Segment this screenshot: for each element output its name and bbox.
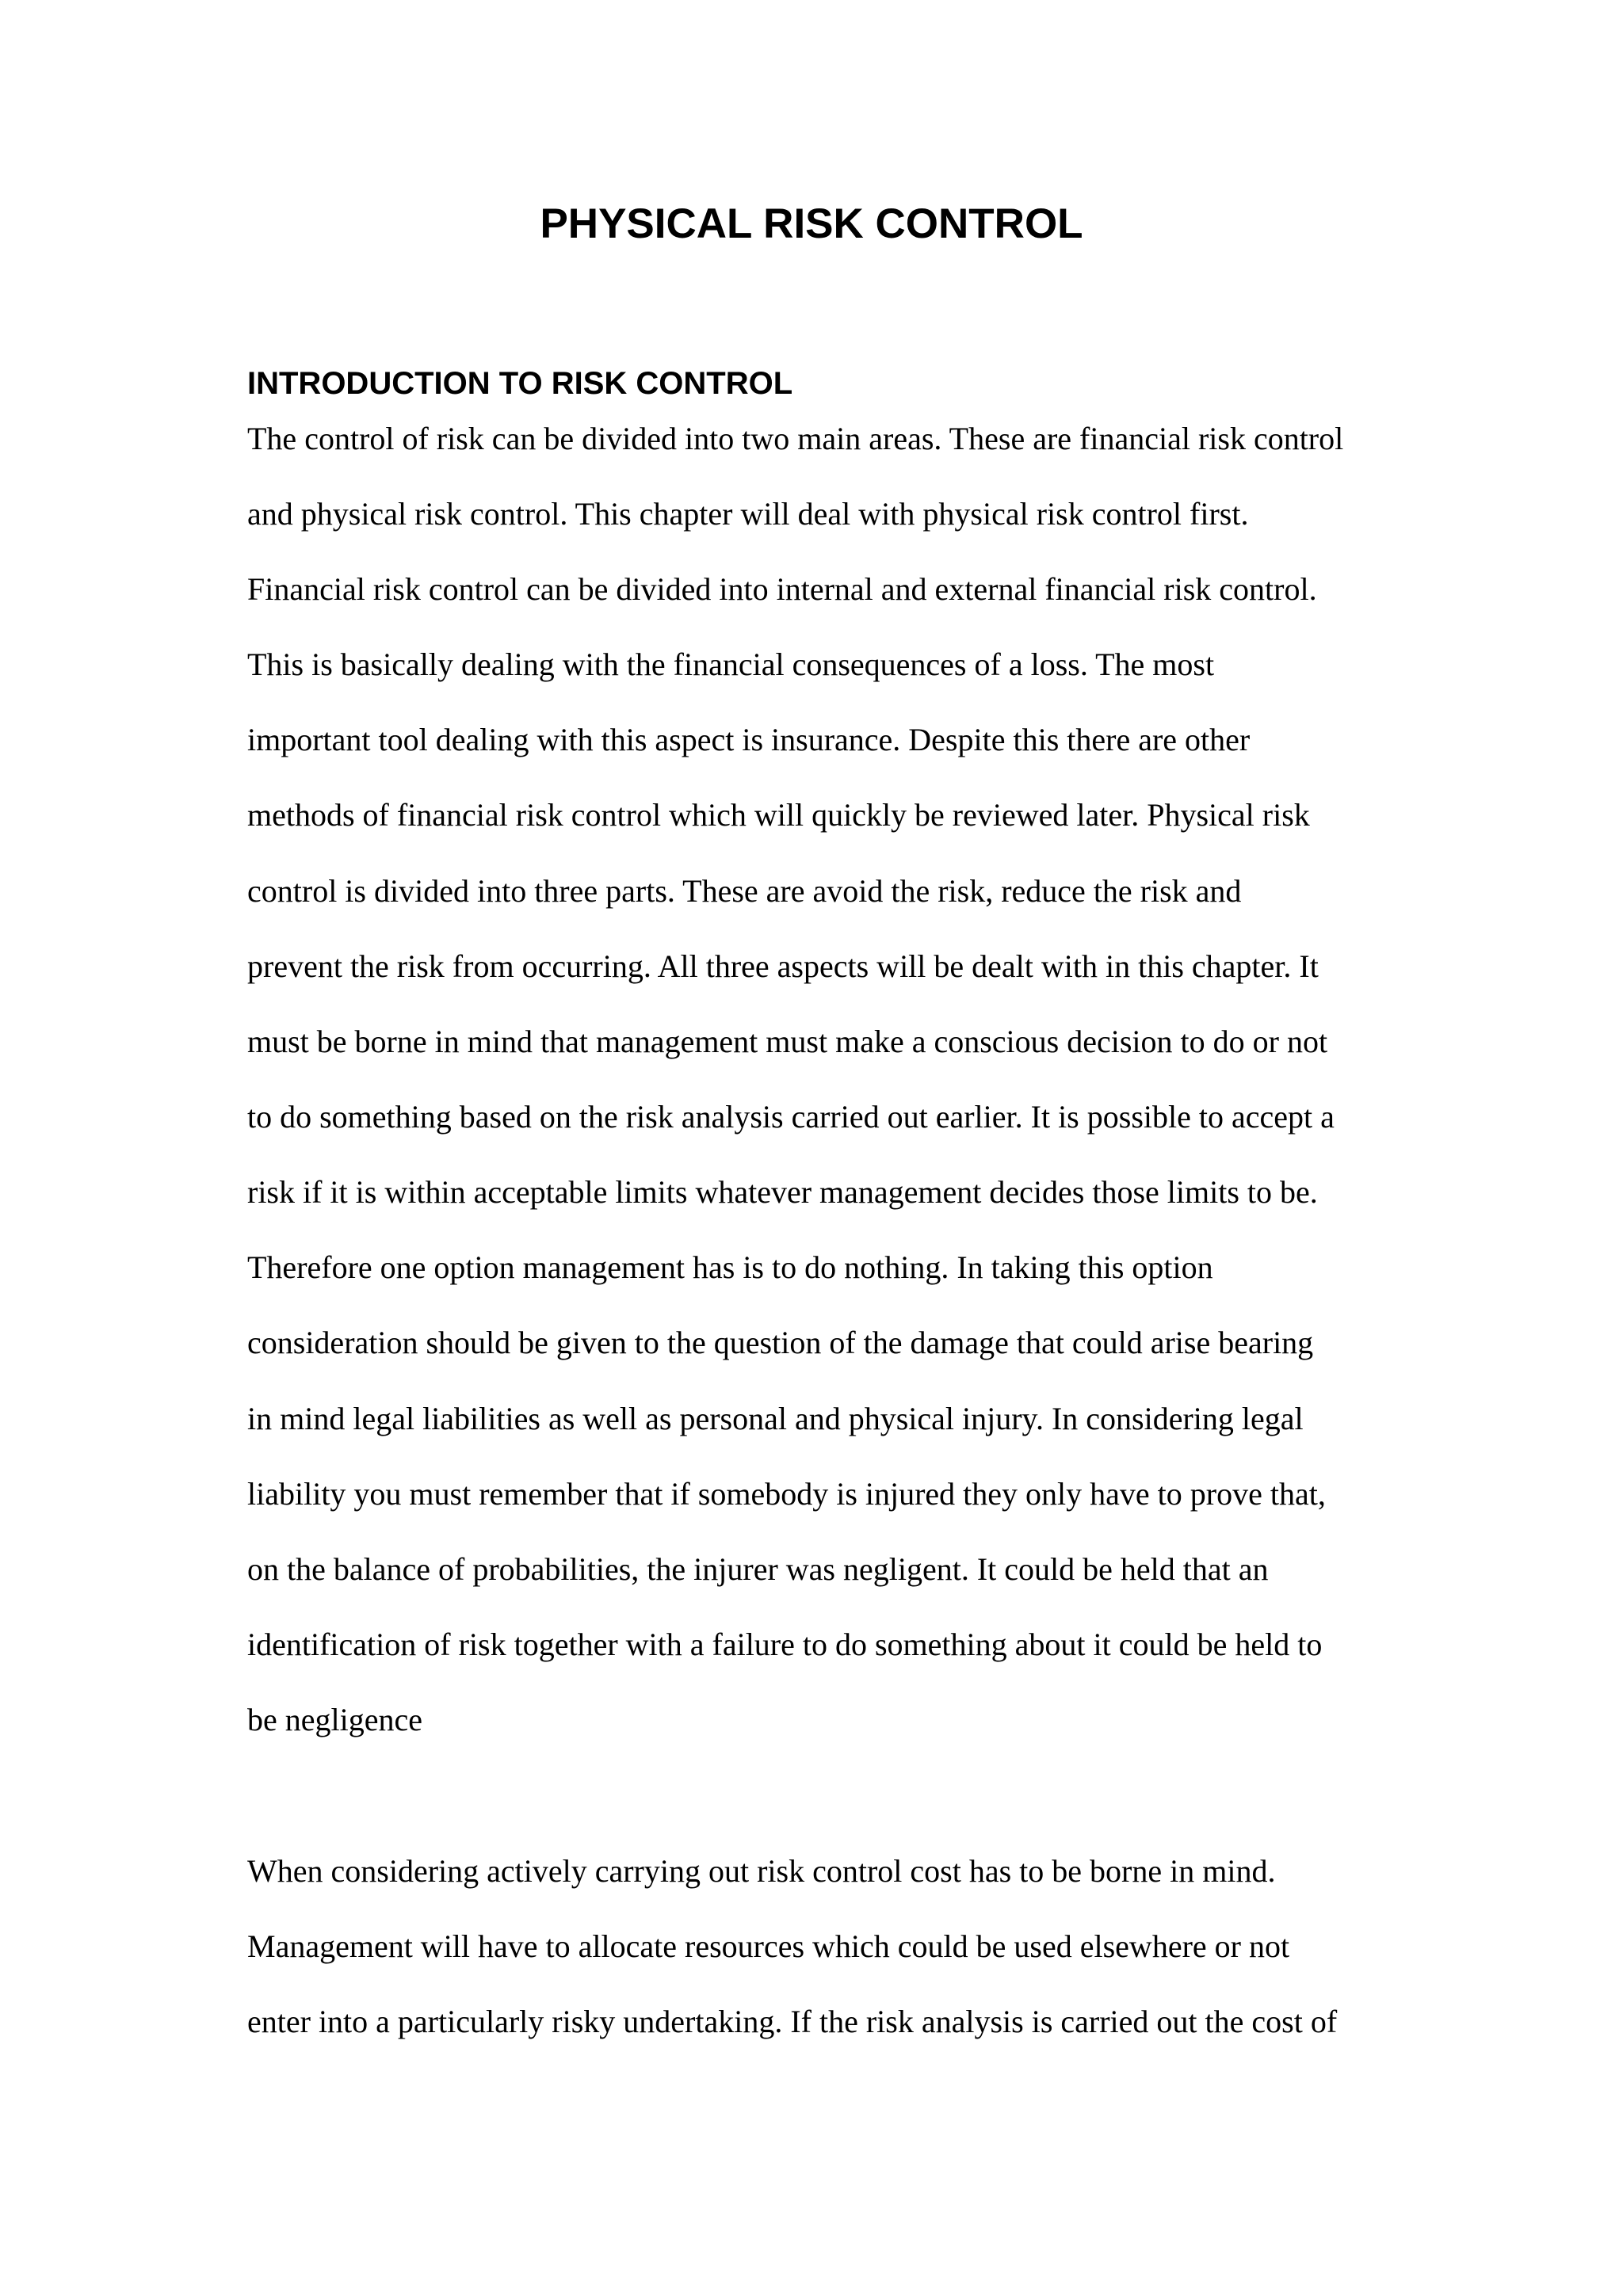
text-line: on the balance of probabilities, the injurer was negligent. It could be held that an (247, 1551, 1269, 1587)
text-line: and physical risk control. This chapter will deal with physical risk control first. (247, 496, 1249, 532)
text-line: When considering actively carrying out risk control cost has to be borne in mind. (247, 1853, 1276, 1889)
text-line: consideration should be given to the question of the damage that could arise bearing (247, 1325, 1314, 1360)
text-line: prevent the risk from occurring. All three aspects will be dealt with in this chapter. It (247, 948, 1319, 984)
text-line: enter into a particularly risky undertaking. If the risk analysis is carried out the cost of (247, 2004, 1338, 2039)
text-line: to do something based on the risk analysis carried out earlier. It is possible to accept a (247, 1099, 1335, 1135)
text-line: be negligence (247, 1702, 422, 1737)
text-line: The control of risk can be divided into two main areas. These are financial risk control (247, 421, 1344, 456)
text-line: important tool dealing with this aspect is insurance. Despite this there are other (247, 722, 1251, 757)
text-line: liability you must remember that if somebody is injured they only have to prove that, (247, 1476, 1326, 1512)
text-line: risk if it is within acceptable limits whatever management decides those limits to be. (247, 1174, 1318, 1210)
text-line: This is basically dealing with the financial consequences of a loss. The most (247, 646, 1215, 682)
section-heading: INTRODUCTION TO RISK CONTROL (247, 366, 793, 401)
text-line: Management will have to allocate resources which could be used elsewhere or not (247, 1928, 1290, 1964)
text-line: control is divided into three parts. These are avoid the risk, reduce the risk and (247, 873, 1242, 909)
text-line: identification of risk together with a failure to do something about it could be held to (247, 1627, 1323, 1662)
text-line: must be borne in mind that management must make a conscious decision to do or not (247, 1024, 1328, 1059)
page-title: PHYSICAL RISK CONTROL (540, 200, 1083, 247)
text-line: Therefore one option management has is to do nothing. In taking this option (247, 1249, 1213, 1285)
text-line: Financial risk control can be divided into internal and external financial risk control. (247, 571, 1317, 607)
text-line: in mind legal liabilities as well as personal and physical injury. In considering legal (247, 1401, 1304, 1436)
text-line: methods of financial risk control which will quickly be reviewed later. Physical risk (247, 797, 1310, 833)
